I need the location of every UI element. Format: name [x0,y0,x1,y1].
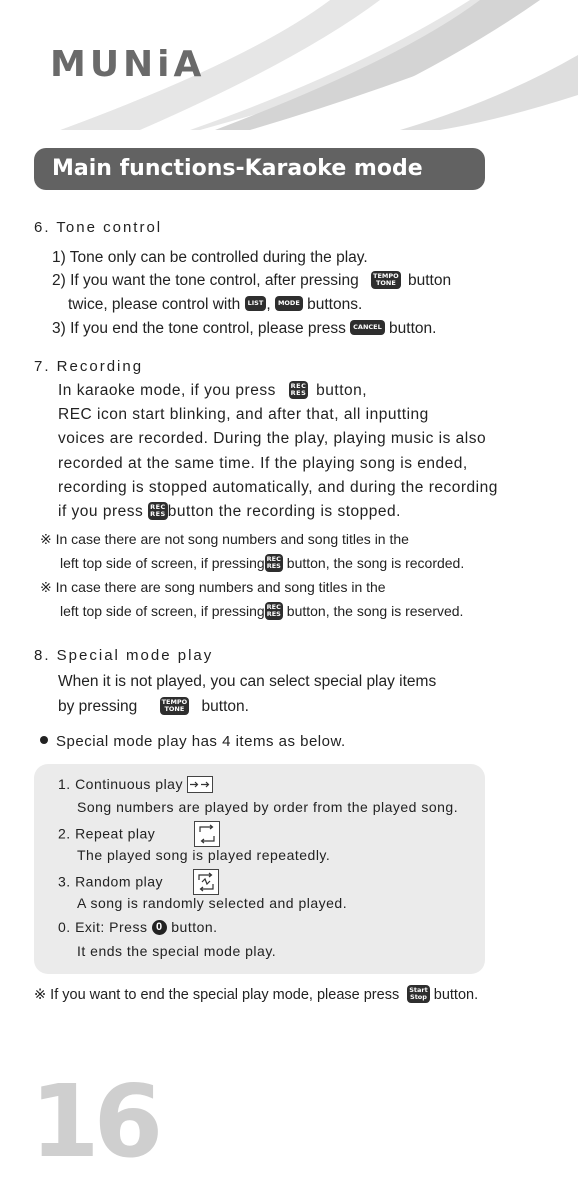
recording-note-1b [60,554,464,573]
special-item-2-desc: The played song is played repeatedly. [77,847,331,863]
zero-button-icon: 0 [152,920,167,935]
tone-line-3 [68,296,362,314]
mode-button-icon: MODE [275,296,303,311]
special-item-2-label: 2. Repeat play [58,825,156,842]
start-stop-button-icon: Start Stop [409,986,428,1002]
recording-line-5: recording is stopped automatically, and during the recording [58,479,498,496]
recording-line-1-end: button, [316,382,368,400]
recording-line-4: recorded at the same time. If the playing song is ended, [58,455,468,472]
section-heading-tone-control: 6. Tone control [34,219,163,236]
tone-line-4 [52,320,436,338]
repeat-play-icon [194,821,220,847]
special-item-1-desc: Song numbers are played by order from the played song. [77,799,459,815]
tone-line-2 [52,272,451,290]
special-line-2-end: button. [201,698,249,716]
special-item-0-end: button. [171,919,218,935]
recording-line-1 [58,382,367,400]
tone-line-4-text: 3) If you end the tone control, please press [52,320,346,337]
section-banner: Main functions-Karaoke mode [34,148,485,190]
special-end-note [34,986,478,1004]
recording-line-1-text: In karaoke mode, if you press [58,382,276,400]
page-number: 16 [30,1063,158,1180]
recording-note-2b-text: left top side of screen, if pressing [60,603,265,619]
recording-line-6-end: button the recording is stopped. [167,503,401,521]
recording-note-1b-text: left top side of screen, if pressing [60,555,265,571]
recording-note-2b [60,602,463,621]
cancel-button-icon: CANCEL [350,320,385,335]
rec-res-button-icon: REC RES [266,603,281,619]
special-end-note-text: ※ If you want to end the special play mode, please press [34,987,400,1003]
special-item-1-label: 1. Continuous play [58,776,183,792]
special-line-2 [58,698,249,716]
recording-line-6-text: if you press [58,503,144,521]
recording-note-1b-end: button, the song is recorded. [286,555,465,571]
special-item-0-label: 0. Exit: Press [58,919,148,935]
continuous-play-icon [187,776,213,793]
special-item-0-desc: It ends the special mode play. [77,943,277,959]
special-bullet-text: Special mode play has 4 items as below. [56,733,346,750]
section-heading-special-mode: 8. Special mode play [34,647,214,664]
bullet-dot [40,736,48,744]
tone-line-2-text: 2) If you want the tone control, after pressing [52,272,359,290]
recording-note-1a: ※ In case there are not song numbers and song titles in the [40,531,409,547]
rec-res-button-icon: REC RES [150,503,166,518]
special-item-0-title [58,918,218,936]
random-play-icon [193,869,219,895]
tempo-tone-button-icon: TEMPO TONE [161,698,188,713]
special-bullet [40,733,346,751]
special-line-2-text: by pressing [58,698,138,716]
special-item-3-desc: A song is randomly selected and played. [77,895,348,911]
recording-line-2: REC icon start blinking, and after that, all inputting [58,406,429,423]
special-end-note-end: button. [433,987,479,1003]
rec-res-button-icon: REC RES [290,382,307,397]
list-button-icon: LIST [245,296,267,311]
special-item-2-title [58,822,220,848]
tone-line-1: 1) Tone only can be controlled during the play. [52,249,368,266]
tone-line-3-comma: , [266,296,271,313]
special-line-1: When it is not played, you can select special play items [58,673,437,690]
tone-line-3-text: twice, please control with [68,296,241,313]
recording-note-2a: ※ In case there are song numbers and song titles in the [40,579,386,595]
brand-logo: MUNiA [50,44,206,85]
tone-line-4-end: button. [389,320,437,337]
tone-line-2-end: button [408,272,452,290]
recording-line-6 [58,503,401,521]
special-item-1-title [58,775,213,794]
special-item-3-label: 3. Random play [58,873,164,890]
recording-line-3: voices are recorded. During the play, playing music is also [58,430,487,447]
tempo-tone-button-icon: TEMPO TONE [373,272,399,287]
recording-note-2b-end: button, the song is reserved. [286,603,464,619]
section-heading-recording: 7. Recording [34,358,144,375]
tone-line-3-end: buttons. [307,296,363,313]
rec-res-button-icon: REC RES [266,555,281,571]
special-item-3-title [58,870,219,896]
